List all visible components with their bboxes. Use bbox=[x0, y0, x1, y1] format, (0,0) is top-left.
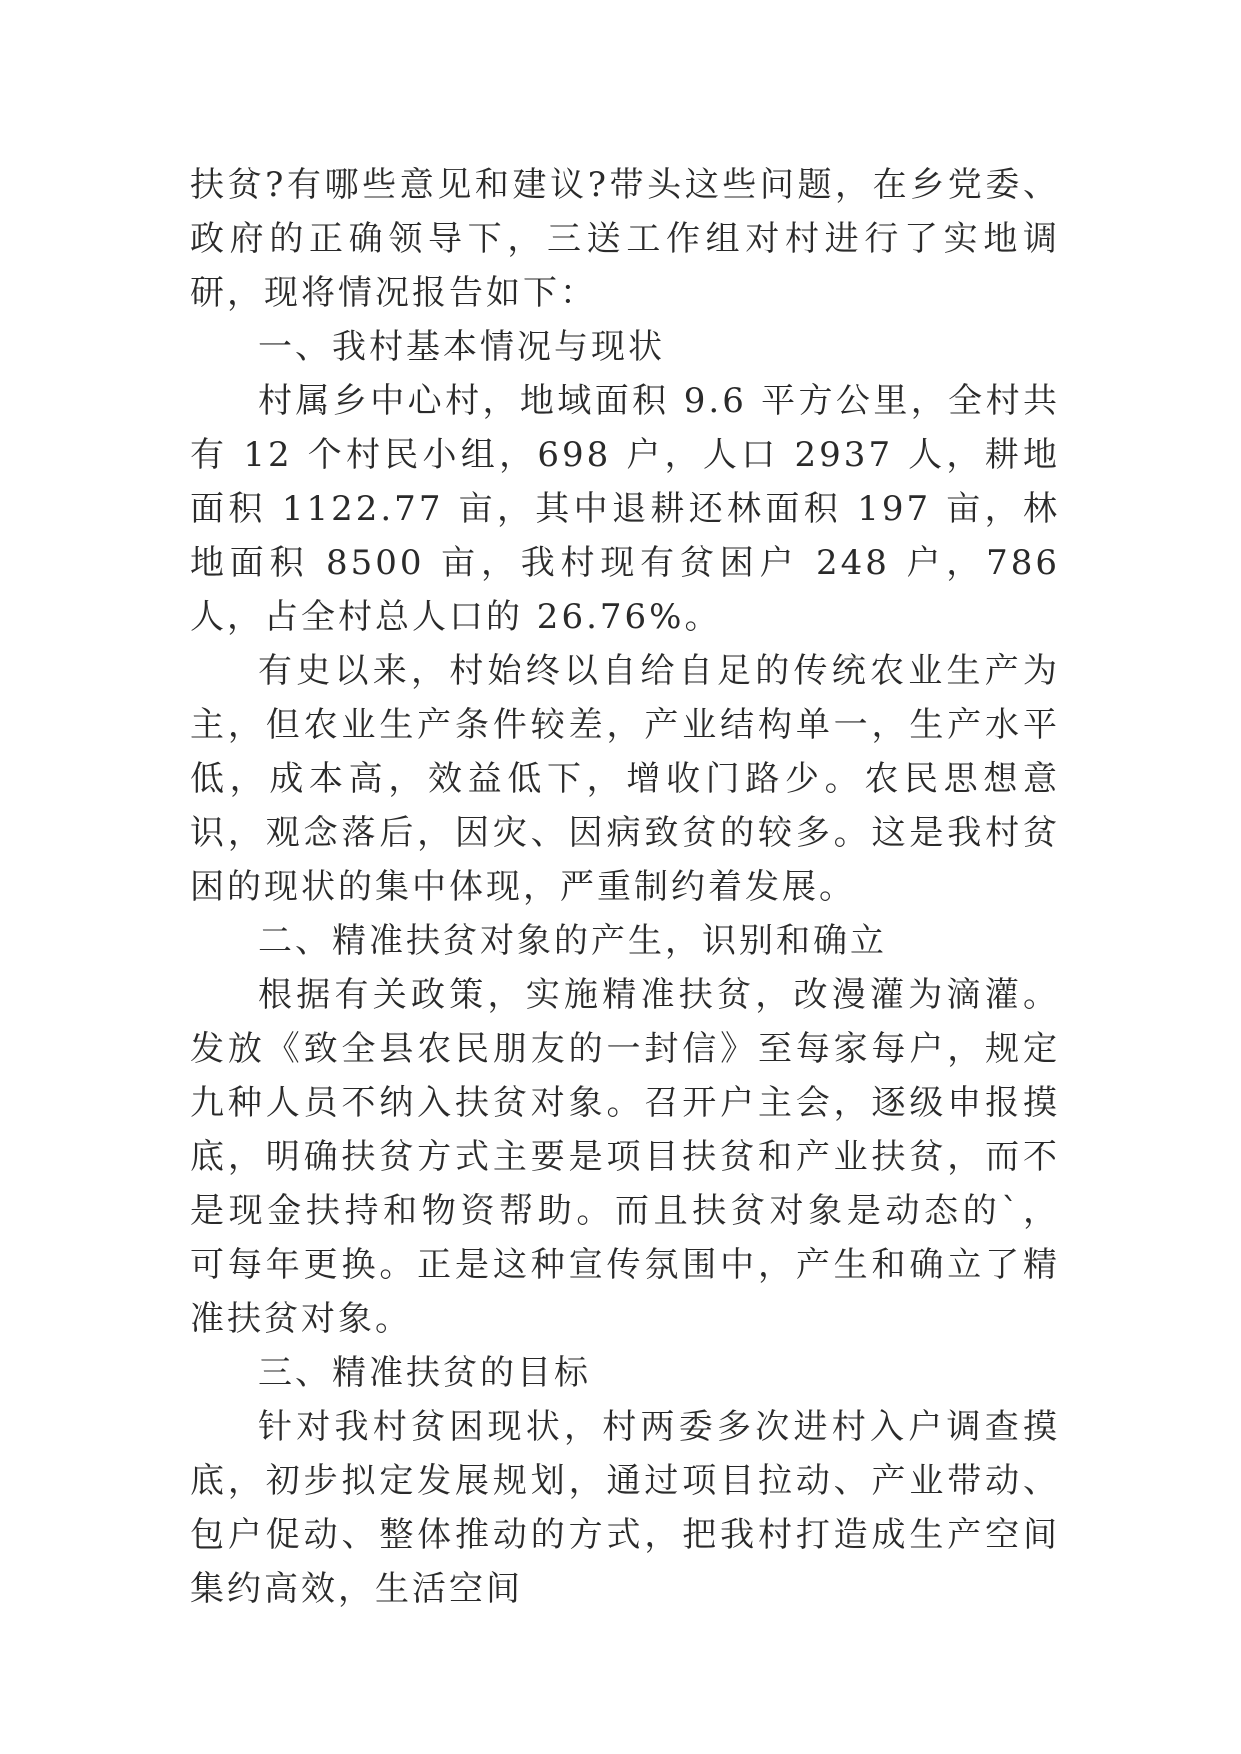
paragraph-policy: 根据有关政策，实施精准扶贫，改漫灌为滴灌。发放《致全县农民朋友的一封信》至每家每户，规定九种人员不纳入扶贫对象。召开户主会，逐级申报摸底，明确扶贫方式主要是项目扶贫和产业扶贫，而不是现金扶持和物资帮助。而且扶贫对象是动态的`，可每年更换。正是这种宣传氛围中，产生和确立了精准扶贫对象。 bbox=[190, 975, 1060, 1339]
section-heading-3: 三、精准扶贫的目标 bbox=[258, 1353, 591, 1393]
document-body bbox=[190, 158, 1060, 1616]
section-heading-2: 二、精准扶贫对象的产生，识别和确立 bbox=[258, 921, 887, 961]
section-heading-1: 一、我村基本情况与现状 bbox=[258, 327, 665, 367]
paragraph-history: 有史以来，村始终以自给自足的传统农业生产为主，但农业生产条件较差，产业结构单一，生产水平低，成本高，效益低下，增收门路少。农民思想意识，观念落后，因灾、因病致贫的较多。这是我村贫困的现状的集中体现，严重制约着发展。 bbox=[190, 651, 1060, 907]
paragraph-goals: 针对我村贫困现状，村两委多次进村入户调查摸底，初步拟定发展规划，通过项目拉动、产业带动、包户促动、整体推动的方式，把我村打造成生产空间集约高效，生活空间 bbox=[190, 1407, 1060, 1609]
paragraph-intro: 扶贫?有哪些意见和建议?带头这些问题，在乡党委、政府的正确领导下，三送工作组对村进行了实地调研，现将情况报告如下： bbox=[190, 165, 1060, 313]
paragraph-basic-info: 村属乡中心村，地域面积 9.6 平方公里，全村共有 12 个村民小组，698 户，人口 2937 人，耕地面积 1122.77 亩，其中退耕还林面积 197 亩，林地面积 8500 亩，我村现有贫困户 248 户，786 人，占全村总人口的 26.76%。 bbox=[190, 381, 1060, 637]
